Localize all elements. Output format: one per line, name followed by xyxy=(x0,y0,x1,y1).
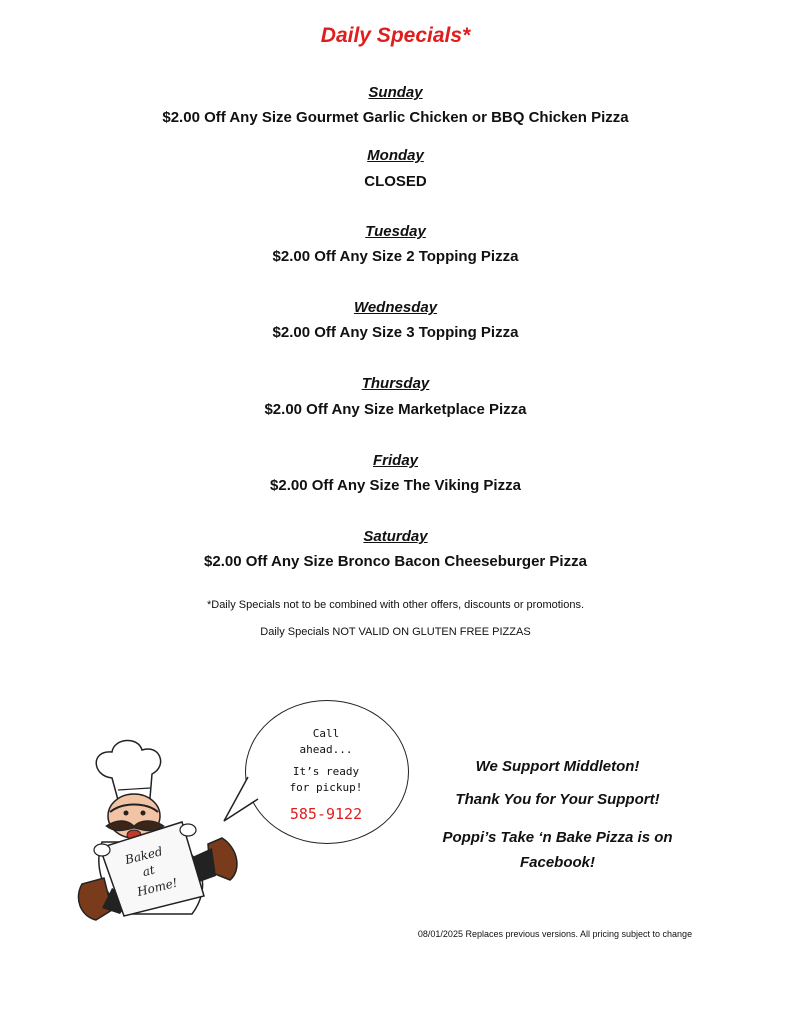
deal-thursday: $2.00 Off Any Size Marketplace Pizza xyxy=(264,401,527,418)
day-monday: Monday xyxy=(367,147,424,164)
chef-illustration xyxy=(72,738,242,928)
support-middleton-text: We Support Middleton! xyxy=(475,758,640,775)
deal-sunday: $2.00 Off Any Size Gourmet Garlic Chicken or BBQ Chicken Pizza xyxy=(162,109,629,126)
bubble-call-text: Call xyxy=(312,727,340,740)
day-sunday: Sunday xyxy=(368,84,423,101)
bubble-ahead-text: ahead... xyxy=(299,743,353,756)
phone-number: 585-9122 xyxy=(289,805,363,823)
deal-wednesday: $2.00 Off Any Size 3 Topping Pizza xyxy=(272,324,519,341)
sign-line-baked: Baked xyxy=(123,844,164,868)
page-title: Daily Specials* xyxy=(320,24,471,47)
deal-friday: $2.00 Off Any Size The Viking Pizza xyxy=(270,477,521,494)
thank-you-text: Thank You for Your Support! xyxy=(455,791,660,808)
bubble-ready-text: It’s ready xyxy=(292,765,360,778)
sign-line-home: Home! xyxy=(135,875,179,900)
day-friday: Friday xyxy=(372,452,418,469)
footer-note: 08/01/2025 Replaces previous versions. All pricing subject to change xyxy=(417,929,693,939)
day-wednesday: Wednesday xyxy=(353,299,438,316)
deal-tuesday: $2.00 Off Any Size 2 Topping Pizza xyxy=(272,248,519,265)
day-saturday: Saturday xyxy=(363,528,428,545)
day-tuesday: Tuesday xyxy=(365,223,426,240)
deal-saturday: $2.00 Off Any Size Bronco Bacon Cheeseburger Pizza xyxy=(204,553,587,570)
gluten-free-note: Daily Specials NOT VALID ON GLUTEN FREE PIZZAS xyxy=(260,626,531,638)
facebook-text-line1: Poppi’s Take ‘n Bake Pizza is on xyxy=(442,829,673,846)
disclaimer-note: *Daily Specials not to be combined with other offers, discounts or promotions. xyxy=(206,599,585,611)
sign-line-at: at xyxy=(141,862,157,880)
facebook-text-line2: Facebook! xyxy=(519,854,595,871)
day-thursday: Thursday xyxy=(361,375,430,392)
bubble-pickup-text: for pickup! xyxy=(289,781,363,794)
deal-monday: CLOSED xyxy=(364,173,427,190)
